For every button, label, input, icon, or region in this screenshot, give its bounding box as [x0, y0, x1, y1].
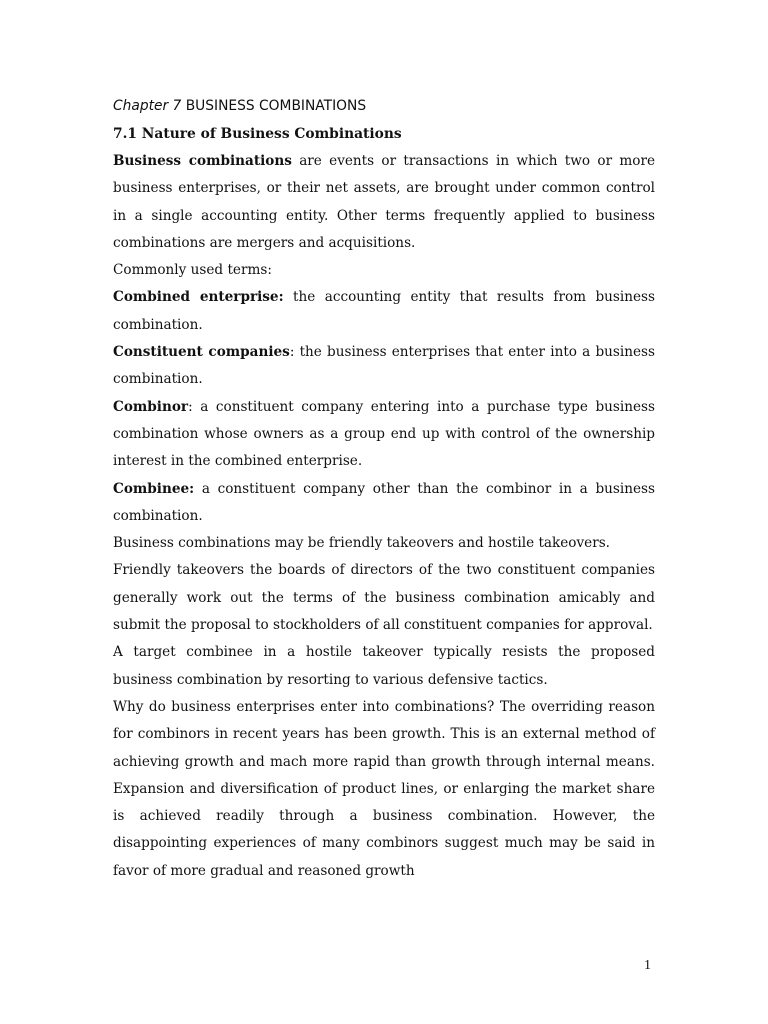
- definition-combinor: : a constituent company entering into a purchase type business combination whose owners as a group end up with control of the ownership interest in the combined enterprise.: [113, 398, 655, 470]
- paragraph-combinor: [113, 394, 655, 476]
- paragraph-combined-enterprise: [113, 284, 655, 339]
- term-combinor: Combinor: [113, 398, 189, 415]
- paragraph-commonly-used-terms: Commonly used terms:: [113, 262, 272, 279]
- chapter-heading: [113, 92, 655, 120]
- paragraph-friendly-takeovers: Friendly takeovers the boards of directors of the two constituent companies generally work out the terms of the business combination amicably and submit the proposal to stockholders of all constituent companies for approval.: [113, 562, 655, 634]
- chapter-title: BUSINESS COMBINATIONS: [185, 98, 367, 114]
- definition-constituent-companies: : the business enterprises that enter into a business combination.: [113, 344, 655, 388]
- definition-combined-enterprise: the accounting entity that results from business combination.: [113, 289, 655, 333]
- term-combinee: Combinee:: [113, 480, 195, 497]
- page-number: 1: [644, 958, 651, 973]
- document-page: [113, 92, 655, 885]
- paragraph-growth-reasons: Why do business enterprises enter into combinations? The overriding reason for combinors in recent years has been growth. This is an external method of achieving growth and mach more rapid than growth through internal means. Expansion and diversification of product lines, or enlarging the market share is achieved readily through a business combination. However, the disappointing experiences of many combinors suggest much may be said in favor of more gradual and reasoned growth: [113, 698, 655, 879]
- paragraph-combinee: [113, 476, 655, 531]
- paragraph-hostile-takeover: A target combinee in a hostile takeover typically resists the proposed business combination by resorting to various defensive tactics.: [113, 644, 655, 688]
- section-heading: 7.1 Nature of Business Combinations: [113, 126, 402, 142]
- term-combined-enterprise: Combined enterprise:: [113, 289, 284, 306]
- chapter-label: Chapter 7: [113, 98, 182, 114]
- term-constituent-companies: Constituent companies: [113, 344, 290, 361]
- paragraph-business-combinations: [113, 148, 655, 257]
- term-business-combinations: Business combinations: [113, 153, 292, 169]
- definition-combinee: a constituent company other than the combinor in a business combination.: [113, 480, 655, 524]
- paragraph-takeover-types: Business combinations may be friendly takeovers and hostile takeovers.: [113, 535, 611, 552]
- paragraph-constituent-companies: [113, 339, 655, 394]
- definition-business-combinations: are events or transactions in which two or more business enterprises, or their net assets, are brought under common control in a single accounting entity. Other terms frequently applied to business combinations are mergers and acquisitions.: [113, 153, 655, 251]
